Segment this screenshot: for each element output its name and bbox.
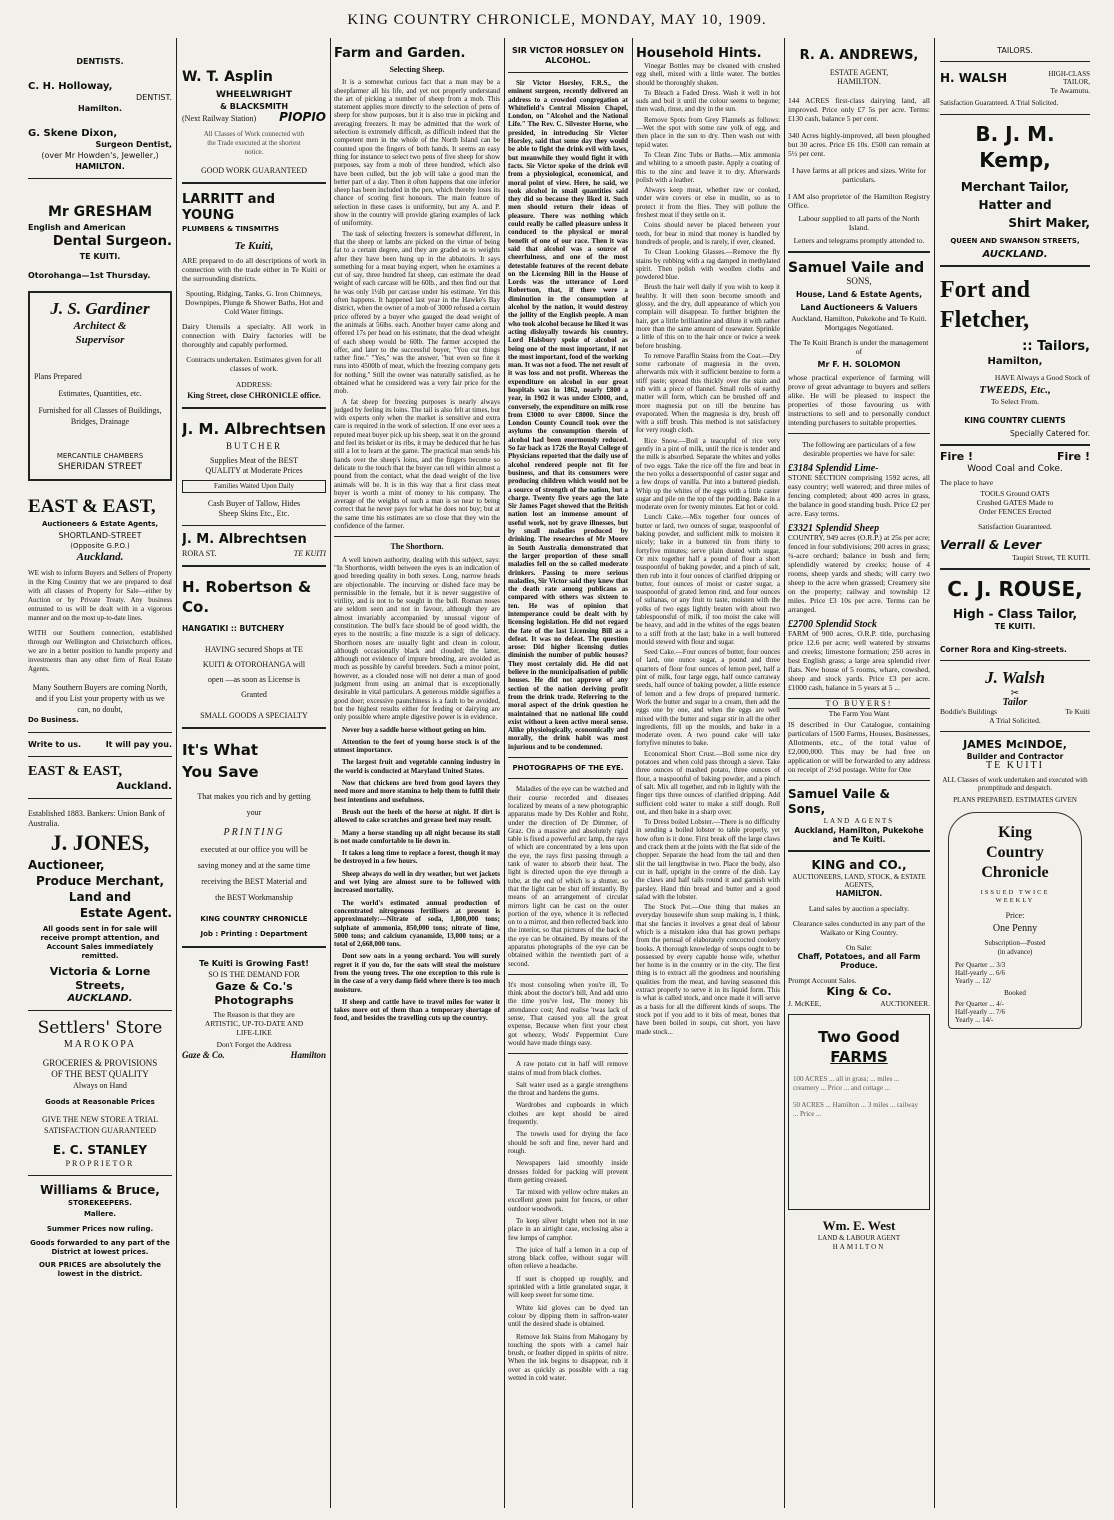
- asplin-line5: GOOD WORK GUARANTEED: [200, 166, 308, 175]
- dixon-role: Surgeon Dentist,: [95, 140, 172, 149]
- hint-p5: Wardrobes and cupboards in which clothes are kept should be aired frequently.: [508, 1101, 628, 1127]
- gardiner-line1: Plans Prepared: [34, 372, 82, 381]
- jwalsh-name: J. Walsh: [985, 668, 1045, 687]
- east-city: Auckland.: [76, 551, 124, 563]
- fire-left: Fire !: [940, 450, 974, 463]
- andrews-a6: Letters and telegrams promptly attended to.: [793, 236, 925, 245]
- king-name: KING and CO.,: [811, 858, 907, 872]
- farm-p4: A well known authority, dealing with this subject, says: "In Shorthorns, width between the eyes is an indication of good breeding quality in both sexes. Long, narrow heads are objectionable. The incurving or dished face may be permissible in the female, but it is never suggestive of virility, and is not to be sought in the bull. Roman noses are seldom seen and not in favour, although they are almost invariably accompanied by unusual vigour of constitution. The bull's face should be of good width, the eyes to the nostrils; a fine muzzle is a sign of delicacy. Shorthorn noses are usually light and clean in colour, although occasionally black and clouded; the latter, although not evidence of impure breeding, are avoided as much as possible by careful breeders. Such a minor point, however, as a clouded nose will not deter a man of good judgment from using an animal that is exceptionally desirable in vital particulars. A generous middle signifies a good doer; excessive paunchiness is a fault to be avoided, but the highest results either for feeding or dairying are only possible where ample digestive power is in evidence.: [334, 555, 500, 722]
- jwalsh-line3: Te Kuiti: [1065, 707, 1090, 716]
- column-divider: [784, 38, 785, 1508]
- save-line1: That makes you rich and by getting your: [197, 792, 311, 817]
- albrechtsen-line3: Families Waited Upon Daily: [182, 480, 326, 493]
- albrechtsen-line2: Supplies Meat of the BEST QUALITY at Moderate Prices: [205, 456, 303, 475]
- verrall-name: Verrall & Lever: [940, 538, 1042, 552]
- fort-line4: TWEEDS, Etc.,: [979, 384, 1051, 396]
- williams-line3: Summer Prices now ruling.: [46, 1225, 154, 1233]
- west-name: Wm. E. West: [822, 1218, 896, 1233]
- vaile-line3: Auckland, Hamilton, Pukekohe and Te Kuiti.: [791, 314, 927, 323]
- robertson-name: H. Robertson & Co.: [182, 578, 312, 616]
- jones-name: J. JONES,: [50, 830, 150, 855]
- farm-p6: Attention to the feet of young horse stock is of the utmost importance.: [334, 737, 500, 755]
- hints-p3: Remove Spots from Grey Flannels as follows:—Wet the spot with some raw yolk of egg, and then place in the sun to dry. Then wash out with tepid water.: [636, 115, 780, 149]
- east-address: SHORTLAND-STREET: [58, 531, 142, 540]
- asplin-name: W. T. Asplin: [182, 69, 273, 85]
- mcindoe-line4: PLANS PREPARED. ESTIMATES GIVEN: [953, 796, 1077, 804]
- farm-p8: Now that chickens are bred from good layers they need more and more stamina to help them to fulfil their best intentions and usefulness.: [334, 779, 500, 804]
- gaze-line3: The Reason is that they are ARTISTIC, UP-TO-DATE AND LIFE-LIKE: [204, 1010, 304, 1037]
- column-divider: [934, 38, 935, 1508]
- kemp-line2: Hatter and: [978, 198, 1052, 212]
- vaile-line4: Mortgages Negotiated.: [824, 323, 894, 332]
- hints-p5: Always keep meat, whether raw or cooked, under wire covers or else in muslin, so as to protect it from the flies. They will pollute the freshest meat if they settle on it.: [636, 186, 780, 220]
- hints-p9: To remove Paraffin Stains from the Coat.—Dry some carbonate of magnesia in the oven, afterwards mix with it sufficient benzine to form a stiff paste; spread this thickly over the stain and rub with a piece of flannel. Small rolls of earthy matter will form, which can be brushed off and more magnesia put on till the benzine has evaporated. When the magnesia is dry, brush off with a stiff brush. This method is not satisfactory for very rough cloth.: [636, 351, 780, 435]
- williams-name: Williams & Bruce,: [40, 1183, 160, 1197]
- rouse-name: C. J. ROUSE,: [947, 577, 1083, 601]
- prop3-title: £2700 Splendid Stock: [788, 619, 877, 630]
- hints-p1: Vinegar Bottles may be cleaned with crushed egg shell, mixed with a little water. The bottles should be thoroughly shaken.: [636, 62, 780, 87]
- fire-right: Fire !: [1056, 450, 1090, 463]
- hint-p3: A raw potato cut in half will remove stains of mud from black clothes.: [508, 1060, 628, 1077]
- robertson-line1: HANGATIKI :: BUTCHERY: [182, 624, 285, 633]
- fire-line4: Satisfaction Guaranteed.: [978, 522, 1052, 531]
- asplin-line2: & BLACKSMITH: [219, 102, 289, 111]
- rouse-line3: Corner Rora and King-streets.: [940, 645, 1067, 654]
- walsh-line2: Te Awamutu.: [1050, 86, 1090, 95]
- jones-line3: Land and: [68, 890, 132, 904]
- settlers-line2: OF THE BEST QUALITY: [51, 1069, 149, 1079]
- kcc-line6: Booked: [1004, 989, 1026, 997]
- gresham-note: Otorohanga—1st Thursday.: [28, 271, 151, 280]
- farm-p9: Brush out the heels of the horse at night. If dirt is allowed to cake scratches and grease heel may result.: [334, 807, 500, 825]
- column-7: [940, 38, 1090, 1508]
- andrews-a2: 340 Acres highly-improved, all been ploughed but 30 acres. Price £6 10s. £500 can remain at 5½ per cent.: [788, 131, 930, 158]
- gardiner-line2: Estimates, Quantities, etc.: [58, 389, 142, 398]
- vaile3-name: Samuel Vaile & Sons,: [788, 787, 890, 816]
- asplin-line1: WHEELWRIGHT: [215, 90, 293, 100]
- walsh-name: H. WALSH: [940, 70, 1008, 85]
- column-divider: [632, 38, 633, 1508]
- save-line3: executed at our office you will be saving money and at the same time receiving the BEST Material and the BEST Workmanship: [197, 845, 311, 902]
- vaile3-line1: LAND AGENTS: [823, 817, 895, 825]
- farms-heading1: Two Good: [818, 1028, 900, 1046]
- jwalsh-line2: Boddie's Buildings: [940, 707, 997, 716]
- kcc-line-country: Country: [986, 844, 1044, 861]
- column-divider: [176, 38, 177, 1508]
- settlers-line5: GIVE THE NEW STORE A TRIAL: [41, 1115, 159, 1124]
- asplin-place: PIOPIO: [279, 110, 326, 124]
- hint-p6: The towels used for drying the face should be soft and fine, never hard and rough.: [508, 1130, 628, 1155]
- jones-city: AUCKLAND.: [67, 993, 133, 1004]
- larritt-paragraph1: ARE prepared to do all descriptions of work in connection with the trade either in Te Kuiti or the surrounding districts.: [182, 256, 326, 283]
- vaile-manager: Mr F. H. SOLOMON: [817, 360, 901, 369]
- kcc-line2: Price:: [1005, 911, 1025, 920]
- kcc-half-yearly-booked: Half-yearly ... 7/6: [955, 1008, 1005, 1016]
- east-name: EAST & EAST,: [28, 496, 156, 517]
- hint-p13: Remove Ink Stains from Mahogany by touching the spots with a camel hair brush, or feather dipped in spirits of nitre. When the ink begins to disappear, rub it over as quickly as possible with a rag wetted in cold water.: [508, 1332, 628, 1383]
- gaze-line4: Don't Forget the Address: [216, 1040, 292, 1049]
- east-paragraph2: WITH our Southern connection, established through our Wellington and Christchurch offices, we are in a better position to handle property and investments than any other firm of Real Estate Agents.: [28, 629, 172, 673]
- buyers-title: TO BUYERS!: [788, 698, 930, 709]
- kcc-line-king: King: [998, 824, 1032, 841]
- larritt-name: LARRITT and YOUNG: [182, 192, 276, 223]
- gardiner-address1: MERCANTILE CHAMBERS: [56, 452, 144, 460]
- fort-name2: Fletcher,: [940, 307, 1030, 333]
- williams-line4: Goods forwarded to any part of the District at lowest prices.: [30, 1239, 170, 1256]
- farm-p5: Never buy a saddle horse without geting on him.: [342, 725, 486, 734]
- albrechtsen-line4: Cash Buyer of Tallow, Hides Sheep Skins Etc., Etc.: [207, 499, 301, 518]
- kemp-name: B. J. M. Kemp,: [975, 122, 1055, 172]
- masthead: [0, 0, 1114, 40]
- williams-line1: STOREKEEPERS.: [68, 1199, 132, 1207]
- king-line7: Prompt Account Sales.: [788, 976, 857, 985]
- farm-p1: It is a somewhat curious fact that a man may be a sheepfarmer all his life, and yet not properly understand the art of picking a number of sheep from a mob. This statement applies more directly to the selection of pens of sheep for show purposes, but it is also true in picking and averaging freezers. It may be admitted that the work of selection is extremely difficult, as difficult indeed that the competent men in the whole of the North Island can be counted upon the fingers of both hands. It seems an easy thing for instance to select two pens of five sheep for show purposes, say from a mob of three hundred, which also have been culled, but the job will take a good man the better part of a day. Then it often happens that one inferior sheep has been included in the pen, which thereby loses its chance of scoring first honours. The main feature of selection in these cases is uniformity, but any A. and P. show in the country will provide glaring examples of lack of uniformity.: [334, 78, 500, 228]
- gaze-name: Gaze & Co.'s Photographs: [214, 980, 294, 1007]
- fort-line6: KING COUNTRY CLIENTS: [964, 416, 1066, 425]
- hints-p7: To Clean Looking Glasses.—Remove the fly stains by rubbing with a rag damped in methylated spirit. Then polish with woollen cloths and powdered blue.: [636, 248, 780, 282]
- prop2-title: £3321 Splendid Sheep: [788, 523, 880, 534]
- gresham-title: Dental Surgeon.: [52, 234, 172, 249]
- walsh-line1: HIGH-CLASS TAILOR,: [1048, 70, 1090, 86]
- prop1-text: STONE SECTION comprising 1592 acres, all easy country; well watered; and three miles of fencing completed; about 400 acres in grass, the balance in good standing bush. Price £2 per acre. Easy terms.: [788, 473, 930, 518]
- column-2: [182, 38, 326, 1508]
- column-5: [636, 38, 780, 1508]
- kemp-line3: Shirt Maker,: [1008, 216, 1090, 230]
- jwalsh-line4: A Trial Solicited.: [989, 716, 1041, 725]
- verrall-line1: Taupiri Street, TE KUITI.: [1012, 553, 1090, 562]
- king-line4: Clearance sales conducted in any part of the Waikato or King Country.: [792, 919, 926, 937]
- kcc-line4: Subscription—Posted: [984, 939, 1046, 947]
- save-line5: Job : Printing : Department: [200, 930, 308, 938]
- hints-p6: Coins should never be placed between your teeth, for bear in mind that money is handled by hundreds of people, and is rarely, if ever, cleaned.: [636, 221, 780, 246]
- column-6: [788, 38, 930, 1508]
- walsh-line3: Satisfaction Guaranteed. A Trial Solicited.: [940, 99, 1059, 107]
- kcc-box: [948, 812, 1082, 1029]
- larritt-paragraph4: Contracts undertaken. Estimates given for all classes of work.: [186, 355, 322, 373]
- jones-note: All goods sent in for sale will receive prompt attention, and Account Sales immediately remitted.: [40, 925, 160, 960]
- column-divider: [330, 38, 331, 1508]
- east-write: Write to us.: [28, 740, 82, 749]
- prop3-text: FARM of 900 acres, O.R.P. title, purchasing price 12.6 per acre; well watered by streams and creeks; limestone formation; 250 acres in best English grass; a large area splendid river flats. New house of 5 rooms, whare, cowshed, sheep and stock yards. Price £3 per acre. £1000 cash, balance in 5 years at 5 ...: [788, 629, 930, 692]
- farms-text2: 50 ACRES ... Hamilton ... 3 miles ... railway ... Price ...: [793, 1101, 919, 1118]
- andrews-role: ESTATE AGENT,: [829, 68, 889, 77]
- fire-line1: Wood Coal and Coke.: [967, 464, 1063, 474]
- albrechtsen-line1: BUTCHER: [225, 441, 282, 451]
- hints-p2: To Bleach a Faded Dress. Wash it well in hot suds and boil it until the colour seems to begone; then wash, rinse, and dry in the sun.: [636, 88, 780, 114]
- gardiner-line3: Furnished for all Classes of Buildings, Bridges, Drainage: [38, 406, 162, 426]
- settlers-line4: Goods at Reasonable Prices: [45, 1098, 155, 1106]
- kcc-yearly-booked: Yearly ... 14/-: [955, 1016, 994, 1024]
- vaile-name: Samuel Vaile and: [788, 260, 925, 276]
- column-4: [508, 38, 628, 1508]
- rouse-line1: High - Class Tailor,: [952, 607, 1078, 621]
- king-line3: Land sales by auction a specialty.: [808, 904, 910, 913]
- save-line2: PRINTING: [223, 827, 285, 838]
- photo-p1: Maladies of the eye can be watched and their course recorded and diseases localized by means of a new photographic apparatus made by Drs Kohler and Rohr, under the direction of Dr Dimmer, of Graz. On a massive and absolutely rigid table is fixed a powerful arc lamp, the rays of which are concentrated by a lens upon the eye, the rays first passing through a tank of water to absorb their heat. The light is directed upon the eye through a tube, at the end of which is a shutter, so that the light can be shut off instantly. By means of an arrangement of circular mirrors light can be cast on the outer portion of the eye, whence it is reflected on to a mirror, and then reflected back into the interior, so that pictures of the back of the eye can be obtained. By means of the apparatus photographs of the eye can be obtained within the twentieth part of a second.: [508, 785, 628, 968]
- gardiner-address2: SHERIDAN STREET: [58, 462, 142, 472]
- scissors-icon: ✂: [1010, 688, 1020, 699]
- vaile-paragraph: whose practical experience of farming will prove of great advantage to buyers and sellers alike. He will be pleased to inspect the properties of those favouring us with instructions to sell and to personally conduct intending purchasers to suitable properties.: [788, 373, 930, 427]
- hint-p12: White kid gloves can be dyed tan colour by dipping them in saffron-water until the desired shade is obtained.: [508, 1303, 628, 1329]
- andrews-a1: 144 ACRES first-class dairying land, all improved. Price only £7 5s per acre. Terms: £130 cash, balance 5 per cent.: [788, 96, 930, 123]
- jones-established: Established 1883. Bankers: Union Bank of Australia.: [28, 809, 165, 828]
- horsley-title: SIR VICTOR HORSLEY ON ALCOHOL.: [512, 46, 624, 65]
- fort-line3: HAVE Always a Good Stock of: [994, 373, 1090, 382]
- albrechtsen-name: J. M. Albrechtsen: [182, 420, 326, 438]
- hints-p14: To Dress boiled Lobster.—There is no difficulty in sending a boiled lobster to table properly, yet how often is it done. First break off the large claws and crack them at the joints with the flat side of the chopper. Separate the head from the tail and then slit the tail lengthwise in two. Place the body, also cut in half, upright in the centre of the dish. Lay the claws and half tails round it and garnish with parsley. Hand thin bread and butter and a good salad with the lobster.: [636, 818, 780, 901]
- albrechtsen2-name: J. M. Albrechtsen: [182, 532, 307, 547]
- king-line9: J. McKEE,: [788, 999, 822, 1008]
- asplin-line4: All Classes of Work connected with the Trade executed at the shortest notice.: [203, 130, 305, 156]
- hints-p10: Rice Snow.—Boil a teacupful of rice very gently in a pint of milk, until the rice is tender and the milk is absorbed. Separate the whites and yolks of two eggs. Take the rice off the fire and beat in the two yolks a dessertspoonful of caster sugar and a few drops of vanilla. Put into a buttered piedish. Whip up the whites of the eggs with a little caster sugar and pile on the top of the pudding. Bake in a moderate oven for twenty minutes. Eat hot or cold.: [636, 436, 780, 512]
- asplin-line3: (Next Railway Station): [182, 114, 257, 123]
- farm-p11: It takes a long time to replace a forest, though it may be destroyed in a few hours.: [334, 849, 500, 866]
- larritt-address: ADDRESS:: [235, 380, 273, 389]
- gaze-line5: Gaze & Co.: [182, 1050, 225, 1060]
- fort-name1: Fort and: [940, 277, 1030, 303]
- settlers-name: Settlers' Store: [37, 1018, 163, 1038]
- save-heading2: You Save: [182, 763, 259, 781]
- west-line2: HAMILTON: [832, 1243, 886, 1251]
- gaze-line2: SO IS THE DEMAND FOR: [208, 970, 300, 979]
- mcindoe-name: JAMES McINDOE,: [963, 738, 1067, 751]
- masthead-title: KING COUNTRY CHRONICLE, MONDAY, MAY 10, 1909.: [347, 12, 767, 28]
- dixon-place: HAMILTON.: [75, 162, 125, 171]
- stanley-name: E. C. STANLEY: [52, 1143, 148, 1157]
- fort-line5: To Select From.: [990, 397, 1039, 406]
- kcc-line3: One Penny: [992, 923, 1038, 934]
- kemp-line5: AUCKLAND.: [982, 249, 1048, 260]
- stanley-role: PROPRIETOR: [65, 1159, 135, 1168]
- farm-sub1: Selecting Sheep.: [389, 65, 445, 74]
- hint-p10: The juice of half a lemon in a cup of strong black coffee, without sugar will often relieve a headache.: [508, 1245, 628, 1271]
- settlers-place: MAROKOPA: [63, 1039, 137, 1050]
- prop1-title: £3184 Splendid Lime-: [788, 463, 879, 474]
- kcc-half-yearly: Half-yearly ... 6/6: [955, 969, 1005, 977]
- east-do-business: Do Business.: [28, 716, 79, 724]
- west-line1: LAND & LABOUR AGENT: [817, 1234, 901, 1242]
- fort-line7: Specially Catered for.: [1009, 429, 1090, 438]
- vaile-line2: Land Auctioneers & Valuers: [800, 303, 918, 312]
- hint-p4: Salt water used as a gargle strengthens the throat and hardens the gums.: [508, 1080, 628, 1098]
- holloway-role: DENTIST.: [135, 93, 172, 102]
- farm-p3: A fat sheep for freezing purposes is nearly always judged by feeling its loins. The tail is also felt at times, but with experts only when the market is sensitive and extra care is required in the work of selection. If one ever sees a reputed meat buyer pick up his sheep, seat it on the ground and feel its brisket or its ribs, it may be deduced that he has still a lot to learn at the game. The practical man sends his hands over the sheep's loins, and the fingers become so delicate to the touch that the buyer can tell within almost a pound from the contact, what the dead weight of the live animals will be. It is in this way that a first class meat buyer is worth a mint of money to his company. The average of the weights of such a man is so near to being correct that he never pays for what he does not buy; but at the same time his estimates are so close that they win the confidence of the farmer.: [334, 397, 500, 531]
- hint-p9: To keep silver bright when not in use place in an airtight case, enclosing also a few lumps of camphor.: [508, 1217, 628, 1242]
- hint-p7: Newspapers laid smoothly inside dresses folded for packing will prevent them getting creased.: [508, 1159, 628, 1184]
- tailors-heading: TAILORS.: [997, 46, 1033, 55]
- fort-line2: Hamilton,: [987, 356, 1043, 367]
- farm-p13: The world's estimated annual production of concentrated nitrogenous fertilisers at present is approximately:—Nitrate of soda, 1,800,000 tons; sulphate of ammonia, 850,000 tons; nitrate of lime, 5000 tons; and calcium cyanamide, 13,000 tons; or a total of 2,668,000 tons.: [334, 898, 500, 949]
- gaze-line1: Te Kuiti is Growing Fast!: [199, 959, 309, 968]
- dentists-heading: DENTISTS.: [76, 57, 124, 66]
- vaile-paragraph2: The following are particulars of a few desirable properties we have for sale:: [802, 440, 916, 458]
- kcc-line1: ISSUED TWICE WEEKLY: [980, 889, 1050, 904]
- hints-p8: Brush the hair well daily if you wish to keep it healthy. It will then soon become smooth and glossy, and the dry, dull appearance of which you complain will disappear. To further brighten the hair, get a little brilliantine and dilute it with rather more than the same amount of rosewater. Sprinkle a little of this on to the hair once or twice a week before brushing.: [636, 283, 780, 350]
- farm-p15: If sheep and cattle have to travel miles for water it takes more out of them than a temporary shortage of food, and besides the travelling cuts up the country.: [334, 997, 500, 1023]
- king-line1: AUCTIONEERS, LAND, STOCK, & ESTATE AGENTS,: [792, 873, 926, 889]
- farms-text1: 100 ACRES ... all in grass; ... miles ... creamery ... Price ... and cottage ...: [793, 1075, 900, 1092]
- king-line8: King & Co.: [826, 985, 892, 998]
- farms-box: [788, 1014, 930, 1210]
- hints-p13: Economical Short Crust.—Boil some nice dry potatoes and when cold pass through a sieve. Take three ounces of mashed potato, three ounces of flour, a teaspoonful of baking powder, and a pinch of salt. Mix all together, and rub in lightly with the finger tips three ounces of clarified dripping. Add sufficient cold water to make a stiff dough. Roll out, and then bake in a sharp over.: [636, 749, 780, 816]
- hints-p12: Seed Cake.—Four ounces of butter, four ounces of lard, one ounce sugar, a pound and three quarters of flour four ounces of lemon peel, half a pint of milk, four large eggs, half ounce carraway seeds, half ounce of baking powder, a little essence of lemon and a few drops of prepared turmeric. Work the butter and sugar to a cream, then add the eggs one by one, and when the eggs are well mixed with the butter and sugar stir in all the other ingredients, fill up the moulds, and bake in a moderate oven. A two pound cake will take fortyfive minutes to bake.: [636, 648, 780, 748]
- kemp-line4: QUEEN AND SWANSON STREETS,: [950, 237, 1080, 245]
- farm-p7: The largest fruit and vegetable canning industry in the world is conducted at Maryland United States.: [334, 758, 500, 775]
- hints-p15: The Stock Pot.—One thing that makes an everyday housewife shun soup making is, I think, that she fancies it involves a great deal of labour which is a mistaken idea that has grown perhaps from the perusal of elaborately concocted cookery books. A thorough knowledge of soups ought to be possessed by every capable house wife, whether her home is in the country or in the city. The first thing is to extract all the goodness and nourishing qualities from the meat, and having seasoned this extract properly to serve it in its liquid form. This is what is called stock, and once made it will serve as a basis for all the different kinds of soups. The stock pot if you add to it bits of meat, bones that have been boiled in soups, cut short, you have made stock...: [636, 903, 780, 1036]
- larritt-paragraph3: Dairy Utensils a specialty. All work in connection with Dairy factories will be thoroughly and capably performed.: [182, 322, 326, 349]
- vaile-line5: The Te Kuiti Branch is under the management of: [789, 338, 929, 356]
- gardiner-role: Architect & Supervisor: [73, 320, 127, 346]
- mcindoe-line1: Builder and Contractor: [966, 752, 1064, 761]
- albrechtsen2-address: RORA ST.: [182, 549, 217, 558]
- larritt-sub: PLUMBERS & TINSMITHS: [182, 225, 280, 233]
- dixon-name: G. Skene Dixon,: [28, 128, 118, 139]
- holloway-name: C. H. Holloway,: [28, 81, 113, 92]
- andrews-name: R. A. ANDREWS,: [799, 48, 919, 63]
- dixon-address: (over Mr Howden's, Jeweller,): [41, 151, 159, 160]
- kcc-line5: (in advance): [997, 948, 1033, 956]
- vaile3-line2: Auckland, Hamilton, Pukekohe and Te Kuiti.: [794, 826, 924, 844]
- king-line5: On Sale:: [845, 943, 873, 952]
- column-1: [28, 38, 172, 1508]
- robertson-line3: SMALL GOODS A SPECIALTY: [200, 711, 308, 720]
- mcindoe-line3: ALL Classes of work undertaken and executed with promptitude and despatch.: [942, 776, 1088, 792]
- photo-title: PHOTOGRAPHS OF THE EYE.: [512, 764, 624, 773]
- kcc-per-quarter: Per Quarter ... 3/3: [955, 961, 1006, 969]
- mcindoe-line2: TE KUITI: [986, 760, 1044, 771]
- buyers-line1: The Farm You Want: [828, 709, 890, 718]
- hint-p11: If suet is chopped up roughly, and sprinkled with a little granulated sugar, it will keep sweet for some time.: [508, 1274, 628, 1300]
- larritt-address2: King Street, close CHRONICLE office.: [187, 391, 321, 400]
- save-line4: KING COUNTRY CHRONICLE: [200, 915, 308, 923]
- east-paragraph1: WE wish to inform Buyers and Sellers of Property in the King Country that we are prepared to deal with all classes of Property for Sale—either by Auction or by Private Treaty. Any business entrusted to us will be dealt with in a vigorous manner and on the most up-to-date lines.: [28, 569, 172, 622]
- farm-p10: Many a horse standing up all night because its stall is not made comfortable to lie down in.: [334, 828, 500, 845]
- gresham-place: TE KUITI.: [79, 252, 121, 261]
- kcc-yearly: Yearly ... 12/: [955, 977, 992, 985]
- gaze-line6: Hamilton: [290, 1050, 326, 1060]
- larritt-paragraph2: Spouting, Ridging, Tanks, G. Iron Chimneys, Downpipes, Plunge & Shower Baths, Hot and Cold Water fittings.: [185, 289, 323, 316]
- fire-line2: The place to have: [940, 478, 994, 487]
- kcc-per-quarter-booked: Per Quarter ... 4/-: [955, 1000, 1004, 1008]
- jones-address: Victoria & Lorne Streets,: [49, 965, 151, 992]
- kemp-line1: Merchant Tailor,: [960, 180, 1070, 194]
- farm-p2: The task of selecting freezers is somewhat different, in that the sheep or lambs are picked on the virtue of being fat to a certain degree, and they are graded as to weights after they have been hung up in the abbatoirs. It says something for a meat buying expert, when he examines a cut of say, three hundred fat sheep, can estimate the dead weight of each carcase will be 60lb., and then find out that he was only 1½lb per carcase under his estimate. Yet this often happens. It happened last year in the Hawke's Bay district, when the owner of a mob of 3000 refused a certain price offered by a buyer who gauged the dead weight of the animals at 56lbs. each. Another buyer came along and offered 17s per head on his estimate, that the dead wheight of each sheep would be 60lb. The farmer accepted the offer, and later to the successful buyer, "You cut things rather fine." "Yes," was the answer, "but even so fine it runs into 4500lb of meat, which the freezing company gets for nothing." Still the owner was naturally satisfied, as he obtained what he considered was a very fair price for the mob.: [334, 229, 500, 396]
- settlers-line3: Always on Hand: [73, 1081, 127, 1090]
- hints-title: Household Hints.: [636, 46, 762, 61]
- king-line10: AUCTIONEER.: [880, 999, 930, 1008]
- hints-p4: To Clean Zinc Tubs or Baths.—Mix ammonia and whiting to a smooth paste. Apply a coating of this to the zinc and leave it to dry. Afterwards polish with a leather.: [636, 150, 780, 184]
- albrechtsen2-place: TE KUITI: [293, 549, 326, 558]
- horsley-p1: Sir Victor Horsley, F.R.S., the eminent surgeon, recently delivered an address to a crowded congregation at Whitefield's Central Mission Chapel, London, on "Alcohol and the National Life." The Rev. C. Silvester Horne, who presided, in introducing Sir Victor Horsley, said that some day they would be able to fight the drink evil with laws, but meanwhile they would fight it with facts. Sir Victor spoke of the drink evil from a physiological, economical, and moral point of view. Here, he said, we took alcohol in small quantities said they did so because they liked it. Such men should return their ideas of pleasure. There was nothing which could really be called pleasure unless it conduced to the physical or moral benefit of one of our race. Then it was said that alcohol was a source of cheerfulness, and one of the most detestable features of the recent debate on the Licensing Bill in the House of Lords was the utterance of Lord Robertson, that, if there were a diminution in the consumption of alcohol by the nation, it would destroy the jollity of the English people. A man who took alcohol because he liked it was acting disloyally towards his country. Lord Halsbury spoke of alcohol as being one of the most important, if not the most important, food of the working man. It was not a food. The net result of it was loss and not profit. Whereas the expenditure on alcohol in our great hospitals was in 1862, nearly £800 a year, in 1902 it was under £3000, and, conversely, the expenditure on milk rose from £3000 to over £8000. Since the London County Council took over the asylums the consumption therein of alcohol had been enormously reduced. So far back as 1726 the Royal College of Physicians reported that the daily use of alcohol rendered people not fit for business, and that its consumers were producing children which would not be a source of strength of the nation, but a charge. Twenty five years ago the late Sir James Paget showed that the British nation lost an immense amount of useful work, not by grave illnesses, but by small maladies produced by drinking. The researches of Mr Moore in South Australia demonstrated that the larger proportion of these small maladies fell on the so called moderate drinkers. Passing to more serious maladies, Sir Victor said they knew that the death rate among publicans as compared with others was sixteen to ten. He was of opinion that intemperance could be dealt with by licensing legislation. He did not regard the fate of the last Licensing Bill as a defeat. It was no defeat. The question arose: Did higher licensing duties diminish the number of public houses? They most certainly did. He did not believe in the municipalisation of public houses. He did not approve of any section of the nation deriving profit from the drink trade. Referring to the moral aspect of the drink question he maintained that no national life could exist without a keen active moral sense. Alike physiologically, economically and morally, the drink habit was most injurious and to be condemned.: [508, 79, 628, 751]
- column-3: [334, 38, 500, 1508]
- hints-p11: Lunch Cake.—Mix together four ounces of butter or lard, two ounces of sugar, teaspoonful of baking powder, and sufficient milk to moisten it nicely; bake in a buttered tin from thirty to fortyfive minutes; serve plain dusted with sugar, Or mix together half a pound of flour a short teaspoonful of baking powder, and a pinch of salt, then rub into it four ounces of clarified dripping or butter, four ounces of moist or caster sugar, a teaspoonful of grated lemon rind, and four ounces of sultanas, or any fruit to taste, moisten with the yolks of two eggs lightly beaten with about two tablespoonsful of milk, if too moist the cake will be heavy, and add in the whites of the eggs beaten to a stiff froth at the last; bake in a well buttered mould stewed with flour and sugar.: [636, 513, 780, 646]
- east-opp: (Opposite G.P.O.): [70, 542, 130, 550]
- gardiner-box: [28, 291, 172, 481]
- gardiner-name: J. S. Gardiner: [50, 299, 150, 318]
- prop2-text: COUNTRY, 949 acres (O.R.P.) at 25s per acre; fenced in four subdivisions; 200 acres in grass; ¼-acre orchard; balance in bush and fern; splendidly watered by creeks; house of 4 rooms, sheep yards and sheds; will carry two sheep to the acre when grassed; Creamery site on the property; railway and township 12 miles. Price £3 10s per acre. Terms can be arranged.: [788, 533, 930, 614]
- farm-sub2: The Shorthorn.: [390, 542, 444, 552]
- vaile-line1: House, Land & Estate Agents,: [795, 290, 923, 299]
- hint-p8: Tar mixed with yellow ochre makes an excellent green paint for fences, or other outdoor woodwork.: [508, 1188, 628, 1213]
- save-heading1: It's What: [182, 741, 259, 759]
- east-paragraph3: Many Southern Buyers are coming North, and if you List your property with us we can, no doubt,: [32, 683, 168, 714]
- larritt-place: Te Kuiti,: [234, 240, 274, 252]
- gresham-name: Mr GRESHAM: [47, 204, 153, 220]
- poem: It's most consoling when you're ill, To think about the doctor's bill, And add unto the time you've lost, The money his attendance cost; And realise 'twas lack of sense, That caused you all the great expense, Because when first your chest got wheezy, Wods' Peppermint Cure would have made things easy.: [508, 980, 628, 1047]
- andrews-a5: Labour supplied to all parts of the North Island.: [798, 214, 920, 232]
- jones-line2: Produce Merchant,: [35, 874, 165, 888]
- farms-heading2: FARMS: [830, 1048, 888, 1066]
- vaile-sons: SONS,: [846, 276, 872, 286]
- east-pay: It will pay you.: [105, 740, 172, 749]
- williams-line5: OUR PRICES are absolutely the lowest in the district.: [38, 1261, 161, 1278]
- andrews-a3: I have farms at all prices and sizes. Write for particulars.: [791, 166, 927, 184]
- buyers-paragraph: IS described in Our Catalogue, containing particulars of 1500 Farms, Houses, Businesses, Allotments, etc., of the total value of £2,000,000. This may be had free on application or will be forwarded to any address on receipt of 2½d postage. Write for One: [788, 720, 930, 774]
- settlers-line6: SATISFACTION GUARANTEED: [43, 1126, 157, 1135]
- fire-line3: TOOLS Ground OATS Crushed GATES Made to Order FENCES Erected: [976, 489, 1054, 516]
- williams-line2: Mallere.: [83, 1210, 117, 1218]
- robertson-line2: HAVING secured Shops at TE KUITI & OTOROHANGA will open —as soon as License is Granted: [202, 645, 306, 699]
- andrews-place: HAMILTON.: [837, 77, 881, 86]
- king-line2: HAMILTON.: [835, 889, 883, 898]
- jones-line1: Auctioneer,: [28, 858, 105, 872]
- east-sub: Auctioneers & Estate Agents,: [41, 520, 159, 528]
- gresham-sub: English and American: [28, 223, 126, 232]
- kcc-line-chronicle: Chronicle: [981, 864, 1049, 881]
- rouse-line2: TE KUITI.: [994, 622, 1036, 631]
- farm-p14: Dont sow oats in a young orchard. You will surely regret it if you do, for the oats will steal the moisture from the young trees. The one exception to this rule is in the case of a very damp field where there is too much moisture.: [334, 952, 500, 994]
- holloway-place: Hamilton.: [78, 104, 122, 113]
- column-divider: [504, 38, 505, 1508]
- jwalsh-line1: Tailor: [1002, 697, 1028, 708]
- settlers-line1: GROCERIES & PROVISIONS: [42, 1058, 158, 1068]
- farm-p12: Sheep always do well in dry weather, but wet jackets and wet lying are almost sure to be followed with increased mortality.: [334, 869, 500, 895]
- farm-title: Farm and Garden.: [334, 46, 466, 61]
- east2-city: Auckland.: [116, 781, 172, 792]
- east2-name: EAST & EAST,: [28, 764, 123, 779]
- king-line6: Chaff, Potatoes, and all Farm Produce.: [797, 952, 921, 970]
- jones-line4: Estate Agent.: [79, 906, 172, 920]
- fort-line1: :: Tailors,: [1022, 339, 1090, 354]
- andrews-a4: I AM also proprietor of the Hamilton Registry Office.: [788, 192, 930, 210]
